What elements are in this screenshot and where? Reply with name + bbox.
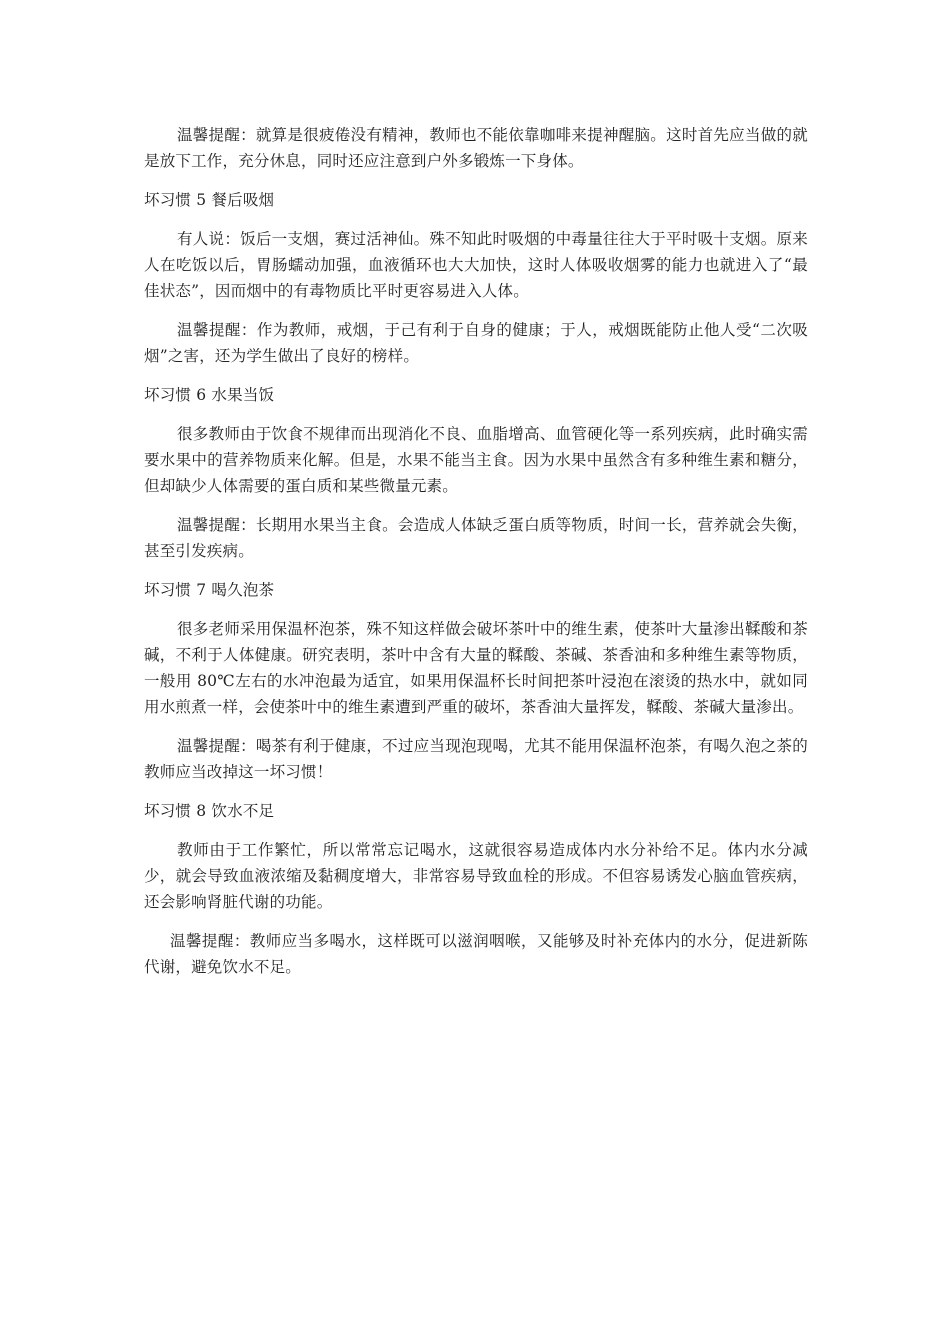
document-body bbox=[144, 122, 808, 993]
body-paragraph-fruit: 很多教师由于饮食不规律而出现消化不良、血脂增高、血管硬化等一系列疾病，此时确实需要水果中的营养物质来化解。但是，水果不能当主食。因为水果中虽然含有多种维生素和糖分，但却缺少人体需要的蛋白质和某些微量元素。 bbox=[144, 425, 808, 495]
tip-paragraph-smoking: 温馨提醒：作为教师，戒烟，于己有利于自身的健康；于人，戒烟既能防止他人受“二次吸烟”之害，还为学生做出了良好的榜样。 bbox=[144, 321, 808, 365]
tip-paragraph-coffee: 温馨提醒：就算是很疲倦没有精神，教师也不能依靠咖啡来提神醒脑。这时首先应当做的就是放下工作，充分休息，同时还应注意到户外多锻炼一下身体。 bbox=[144, 126, 808, 170]
tip-paragraph-tea: 温馨提醒：喝茶有利于健康，不过应当现泡现喝，尤其不能用保温杯泡茶，有喝久泡之茶的教师应当改掉这一坏习惯！ bbox=[144, 737, 808, 781]
body-paragraph-smoking: 有人说：饭后一支烟，赛过活神仙。殊不知此时吸烟的中毒量往往大于平时吸十支烟。原来人在吃饭以后，胃肠蠕动加强，血液循环也大大加快，这时人体吸收烟雾的能力也就进入了“最佳状态”，因而烟中的有毒物质比平时更容易进入人体。 bbox=[144, 230, 808, 300]
tip-paragraph-fruit: 温馨提醒：长期用水果当主食。会造成人体缺乏蛋白质等物质，时间一长，营养就会失衡，甚至引发疾病。 bbox=[144, 516, 808, 560]
section-heading-6: 坏习惯 6 水果当饭 bbox=[144, 386, 275, 404]
section-heading-8: 坏习惯 8 饮水不足 bbox=[144, 802, 275, 820]
section-heading-7: 坏习惯 7 喝久泡茶 bbox=[144, 581, 275, 599]
body-paragraph-water: 教师由于工作繁忙，所以常常忘记喝水，这就很容易造成体内水分补给不足。体内水分减少，就会导致血液浓缩及黏稠度增大，非常容易导致血栓的形成。不但容易诱发心脑血管疾病，还会影响肾脏代谢的功能。 bbox=[144, 841, 808, 911]
body-paragraph-tea: 很多老师采用保温杯泡茶，殊不知这样做会破坏茶叶中的维生素，使茶叶大量渗出鞣酸和茶碱，不利于人体健康。研究表明，茶叶中含有大量的鞣酸、茶碱、茶香油和多种维生素等物质，一般用 80℃左右的水冲泡最为适宜，如果用保温杯长时间把茶叶浸泡在滚烫的热水中，就如同用水煎煮一样，会使茶叶中的维生素遭到严重的破坏，茶香油大量挥发，鞣酸、茶碱大量渗出。 bbox=[144, 620, 808, 716]
section-heading-5: 坏习惯 5 餐后吸烟 bbox=[144, 191, 275, 209]
tip-paragraph-water: 温馨提醒：教师应当多喝水，这样既可以滋润咽喉，又能够及时补充体内的水分，促进新陈代谢，避免饮水不足。 bbox=[144, 932, 808, 976]
